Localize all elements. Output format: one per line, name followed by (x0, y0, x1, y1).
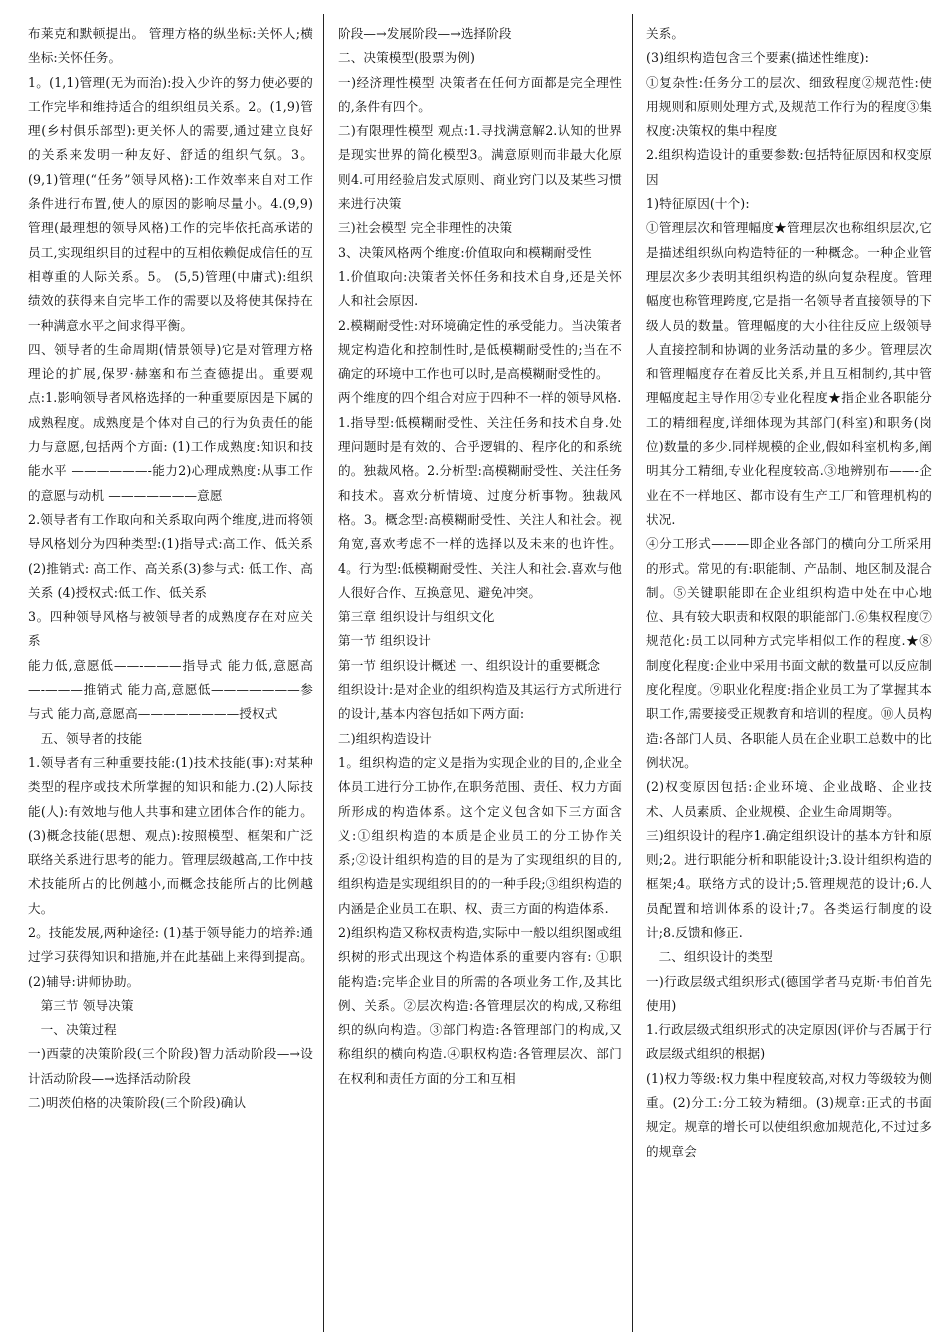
paragraph: ①复杂性:任务分工的层次、细致程度②规范性:使用规则和原则处理方式,及规范工作行为的程度③集权度:决策权的集中程度 (646, 74, 932, 139)
paragraph: 三)社会模型 完全非理性的决策 (338, 220, 513, 236)
paragraph: 2.组织构造设计的重要参数:包括特征原因和权变原因 (646, 147, 932, 187)
paragraph: 1。组织构造的定义是指为实现企业的目的,企业全体员工进行分工协作,在职务范围、责任、权力方面所形成的构造体系。这个定义包含如下三方面含义:①组织构造的本质是企业员工的分工协作关系;②设计组织构造的目的是为了实现组织的目的,组织构造是实现组织目的的一种手段;③组织构造的内涵是企业员工在职、权、责三方面的构造体系. (338, 754, 622, 916)
paragraph: 二、组织设计的类型 (658, 949, 773, 965)
paragraph: 一、决策过程 (40, 1022, 117, 1038)
paragraph: 第三章 组织设计与组织文化 (338, 609, 495, 625)
paragraph: 四、领导者的生命周期(情景领导)它是对管理方格理论的扩展,保罗·赫塞和布兰查德提出。重要观点:1.影响领导者风格选择的一种重要原因是下属的成熟程度。成熟度是个体对自己的行为负责任的能力与意愿,包括两个方面: (1)工作成熟度:知识和技能水平 ——————-能力2)心理成熟度:从事工作的意愿与动机 ———————意愿 (28, 341, 313, 503)
text-column-left (28, 22, 313, 1332)
paragraph: 能力低,意愿低——-———指导式 能力低,意愿高—-———推销式 能力高,意愿低———————参与式 能力高,意愿高————————授权式 (28, 657, 313, 722)
paragraph: 二)有限理性模型 观点:1.寻找满意解2.认知的世界是现实世界的简化模型3。满意原则而非最大化原则4.可用经验启发式原则、商业窍门以及某些习惯来进行决策 (338, 123, 622, 212)
paragraph: 五、领导者的技能 (40, 730, 143, 746)
paragraph: 一)经济理性模型 决策者在任何方面都是完全理性的,条件有四个。 (338, 74, 622, 114)
paragraph: 1.行政层级式组织形式的决定原因(评价与否属于行政层级式组织的根据) (646, 1022, 932, 1062)
paragraph: 关系。 (646, 26, 685, 41)
text-column-middle (338, 22, 622, 1332)
text-column-right (646, 22, 932, 1332)
paragraph: 一)西蒙的决策阶段(三个阶段)智力活动阶段—→设计活动阶段—→选择活动阶段 (28, 1046, 313, 1086)
paragraph: 3、决策风格两个维度:价值取向和模糊耐受性 (338, 244, 592, 260)
paragraph: 3。四种领导风格与被领导者的成熟度存在对应关系 (28, 609, 313, 649)
paragraph: 第一节 组织设计 (338, 633, 431, 649)
paragraph: 组织设计:是对企业的组织构造及其运行方式所进行的设计,基本内容包括如下两方面: (338, 682, 622, 722)
paragraph: ①管理层次和管理幅度★管理层次也称组织层次,它是描述组织纵向构造特征的一种概念。一种企业管理层次多少表明其组织构造的纵向复杂程度。管理幅度也称管理跨度,它是指一名领导者直接领导的下级人员的数量。管理幅度的大小往往反应上级领导人直接控制和协调的业务活动量的多少。管理层次和管理幅度存在着反比关系,并且互相制约,其中管理幅度起主导作用②专业化程度★指企业各职能分工的精细程度,详细体现为其部门(科室)和职务(岗位)数量的多少.同样规模的企业,假如科室机构多,阐明其分工精细,专业化程度较高.③地辨别布——-企业在不一样地区、都市设有生产工厂和管理机构的状况. (646, 220, 932, 527)
paragraph: 1.指导型:低模糊耐受性、关注任务和技术自身.处理问题时是有效的、合乎逻辑的、程序化的和系统的。独裁风格。2.分析型:高模糊耐受性、关注任务和技术。喜欢分析情境、过度分析事物。独裁风格。3。概念型:高模糊耐受性、关注人和社会。视角宽,喜欢考虑不一样的选择以及未来的也许性。4。行为型:低模糊耐受性、关注人和社会.喜欢与他人很好合作、互换意见、避免冲突。 (338, 414, 622, 600)
paragraph: 两个维度的四个组合对应于四种不一样的领导风格. (338, 390, 622, 406)
column-divider (632, 14, 633, 1332)
paragraph: 2.领导者有工作取向和关系取向两个维度,进而将领导风格划分为四种类型:(1)指导式:高工作、低关系(2)推销式: 高工作、高关系(3)参与式: 低工作、高关系 (4)授权式:低工作、低关系 (28, 511, 313, 600)
paragraph: 第一节 组织设计概述 一、组织设计的重要概念 (338, 657, 601, 673)
paragraph: 2.模糊耐受性:对环境确定性的承受能力。当决策者规定构造化和控制性时,是低模糊耐受性的;当在不确定的环境中工作也可以时,是高模糊耐受性的。 (338, 317, 622, 382)
paragraph: 一)行政层级式组织形式(德国学者马克斯·韦伯首先使用) (646, 973, 932, 1013)
paragraph: 三)组织设计的程序1.确定组织设计的基本方针和原则;2。进行职能分析和职能设计;3.设计组织构造的框架;4。联络方式的设计;5.管理规范的设计;6.人员配置和培训体系的设计;7。各类运行制度的设计;8.反馈和修正. (646, 827, 932, 940)
column-divider (323, 14, 324, 1332)
paragraph: 阶段—→发展阶段—→选择阶段 (338, 26, 512, 41)
paragraph: 二、决策模型(股票为例) (338, 50, 475, 66)
paragraph: 二)组织构造设计 (338, 730, 432, 746)
paragraph: 二)明茨伯格的决策阶段(三个阶段)确认 (28, 1095, 247, 1111)
paragraph: (3)组织构造包含三个要素(描述性维度): (646, 50, 869, 66)
paragraph: ④分工形式———即企业各部门的横向分工所采用的形式。常见的有:职能制、产品制、地区制及混合制。⑤关键职能即在企业组织构造中处在中心地位、具有较大职责和权限的职能部门.⑥集权程度⑦规范化:员工以同种方式完毕相似工作的程度.★⑧制度化程度:企业中采用书面文献的数量可以反应制度化程度。⑨职业化程度:指企业员工为了掌握其本职工作,需要接受正规教育和培训的程度。⑩人员构造:各部门人员、各职能人员在企业职工总数中的比例状况。 (646, 536, 932, 770)
paragraph: 布莱克和默顿提出。 管理方格的纵坐标:关怀人;横坐标:关怀任务。 (28, 26, 313, 66)
paragraph: 第三节 领导决策 (40, 997, 134, 1013)
paragraph: 1)特征原因(十个): (646, 196, 750, 212)
paragraph: (2)权变原因包括:企业环境、企业战略、企业技术、人员素质、企业规模、企业生命周期等。 (646, 779, 932, 819)
paragraph: 1.领导者有三种重要技能:(1)技术技能(事):对某种类型的程序或技术所掌握的知识和能力.(2)人际技能(人):有效地与他人共事和建立团体合作的能力。(3)概念技能(思想、观点):按照模型、框架和广泛联络关系进行思考的能力。管理层级越高,工作中技术技能所占的比例越小,而概念技能所占的比例越大。 (28, 754, 313, 916)
paragraph: (1)权力等级:权力集中程度较高,对权力等级较为侧重。(2)分工:分工较为精细。(3)规章:正式的书面规定。规章的增长可以使组织愈加规范化,不过过多的规章会 (646, 1070, 932, 1159)
paragraph: 2。技能发展,两种途径: (1)基于领导能力的培养:通过学习获得知识和措施,并在此基础上来得到提高。 (2)辅导:讲师协助。 (28, 924, 313, 989)
paragraph: 1.价值取向:决策者关怀任务和技术自身,还是关怀人和社会原因. (338, 268, 622, 309)
paragraph: 1。(1,1)管理(无为而治):投入少许的努力使必要的工作完毕和维持适合的组织组员关系。2。(1,9)管理(乡村俱乐部型):更关怀人的需要,通过建立良好的关系来发明一种友好、舒适的组织气氛。3。 (9,1)管理(“任务”领导风格):工作效率来自对工作条件进行布置,使人的原因的影响尽量小。4.(9,9)管理(最理想的领导风格)工作的完毕依托高承诺的员工,实现组织目的过程中的互相依赖促成信任的互相尊重的人际关系。5。 (5,5)管理(中庸式):组织绩效的获得来自完毕工作的需要以及将使其保持在一种满意水平之间求得平衡。 (28, 74, 313, 333)
paragraph: 2)组织构造又称权责构造,实际中一般以组织图或组织树的形式出现这个构造体系的重要内容有: ①职能构造:完毕企业目的所需的各项业务工作,及其比例、关系。②层次构造:各管理层次的构成,又称组织的纵向构造。③部门构造:各管理部门的构成,又称组织的横向构造.④职权构造:各管理层次、部门在权利和责任方面的分工和互相 (338, 924, 622, 1086)
